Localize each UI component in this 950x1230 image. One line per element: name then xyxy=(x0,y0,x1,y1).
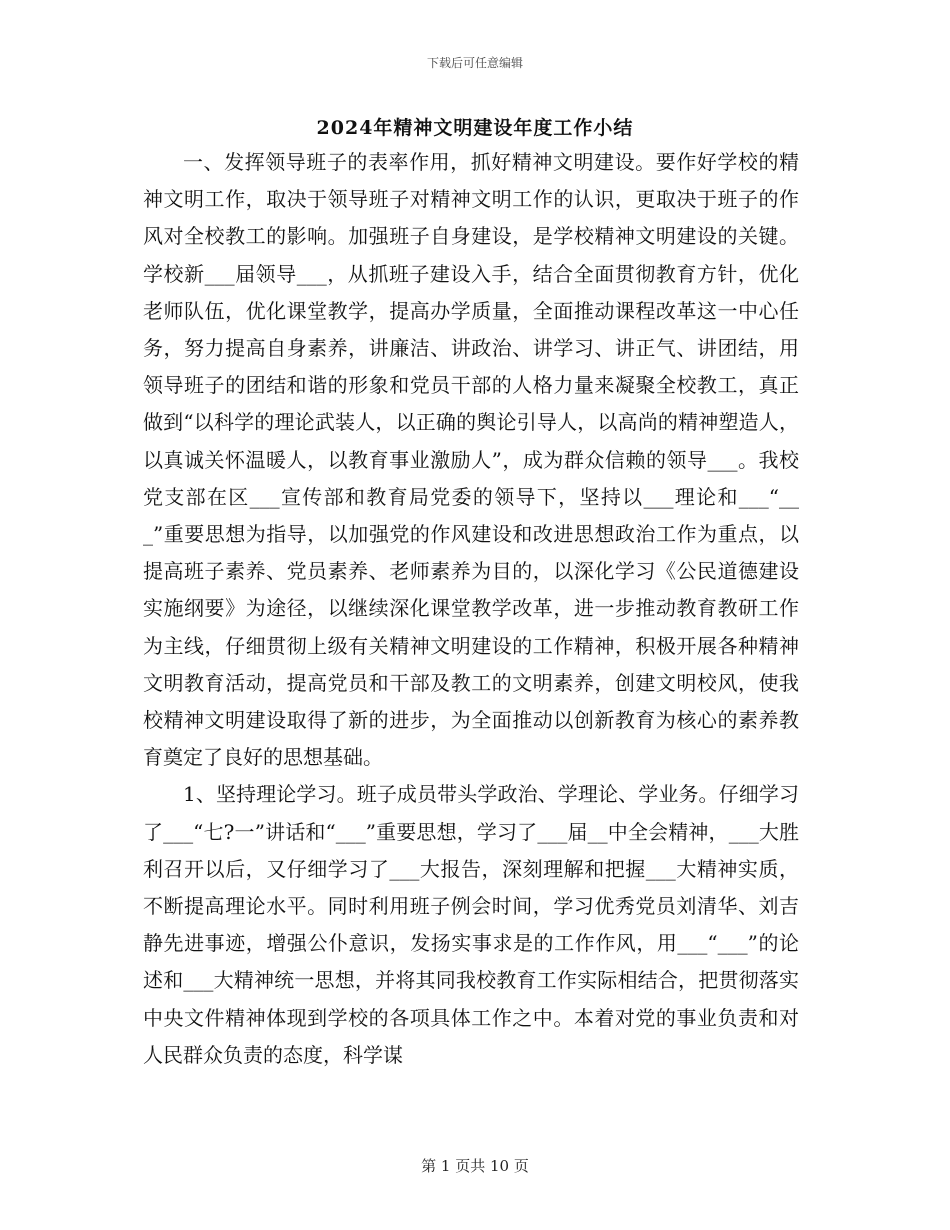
document-title: 2024年精神文明建设年度工作小结 xyxy=(316,117,634,139)
header-note: 下载后可任意编辑 xyxy=(426,56,523,70)
page-footer: 第 1 页共 10 页 xyxy=(421,1157,529,1175)
paragraph-1: 一、发挥领导班子的表率作用，抓好精神文明建设。要作好学校的精神文明工作，取决于领导班子对精神文明工作的认识，更取决于班子的作风对全校教工的影响。加强班子自身建设，是学校精神文明建设的关键。学校新___届领导___，从抓班子建设入手，结合全面贯彻教育方针，优化老师队伍，优化课堂教学，提高办学质量，全面推动课程改革这一中心任务，努力提高自身素养，讲廉洁、讲政治、讲学习、讲正气、讲团结，用领导班子的团结和谐的形象和党员干部的人格力量来凝聚全校教工，真正做到“以科学的理论武装人，以正确的舆论引导人，以高尚的精神塑造人，以真诚关怀温暖人，以教育事业激励人”，成为群众信赖的领导___。我校党支部在区___宣传部和教育局党委的领导下，坚持以___理论和___“___”重要思想为指导，以加强党的作风建设和改进思想政治工作为重点，以提高班子素养、党员素养、老师素养为目的，以深化学习《公民道德建设实施纲要》为途径，以继续深化课堂教学改革，进一步推动教育教研工作为主线，仔细贯彻上级有关精神文明建设的工作精神，积极开展各种精神文明教育活动，提高党员和干部及教工的文明素养，创建文明校风，使我校精神文明建设取得了新的进步，为全面推动以创新教育为核心的素养教育奠定了良好的思想基础。 xyxy=(143,150,799,770)
paragraph-2: 1、坚持理论学习。班子成员带头学政治、学理论、学业务。仔细学习了___“七?一”讲话和“___”重要思想，学习了___届__中全会精神，___大胜利召开以后，又仔细学习了___大报告，深刻理解和把握___大精神实质，不断提高理论水平。同时利用班子例会时间，学习优秀党员刘清华、刘吉静先进事迹，增强公仆意识，发扬实事求是的工作作风，用___“___”的论述和___大精神统一思想，并将其同我校教育工作实际相结合，把贯彻落实中央文件精神体现到学校的各项具体工作之中。本着对党的事业负责和对人民群众负责的态度，科学谋 xyxy=(143,782,799,1067)
document-body xyxy=(143,144,799,1074)
